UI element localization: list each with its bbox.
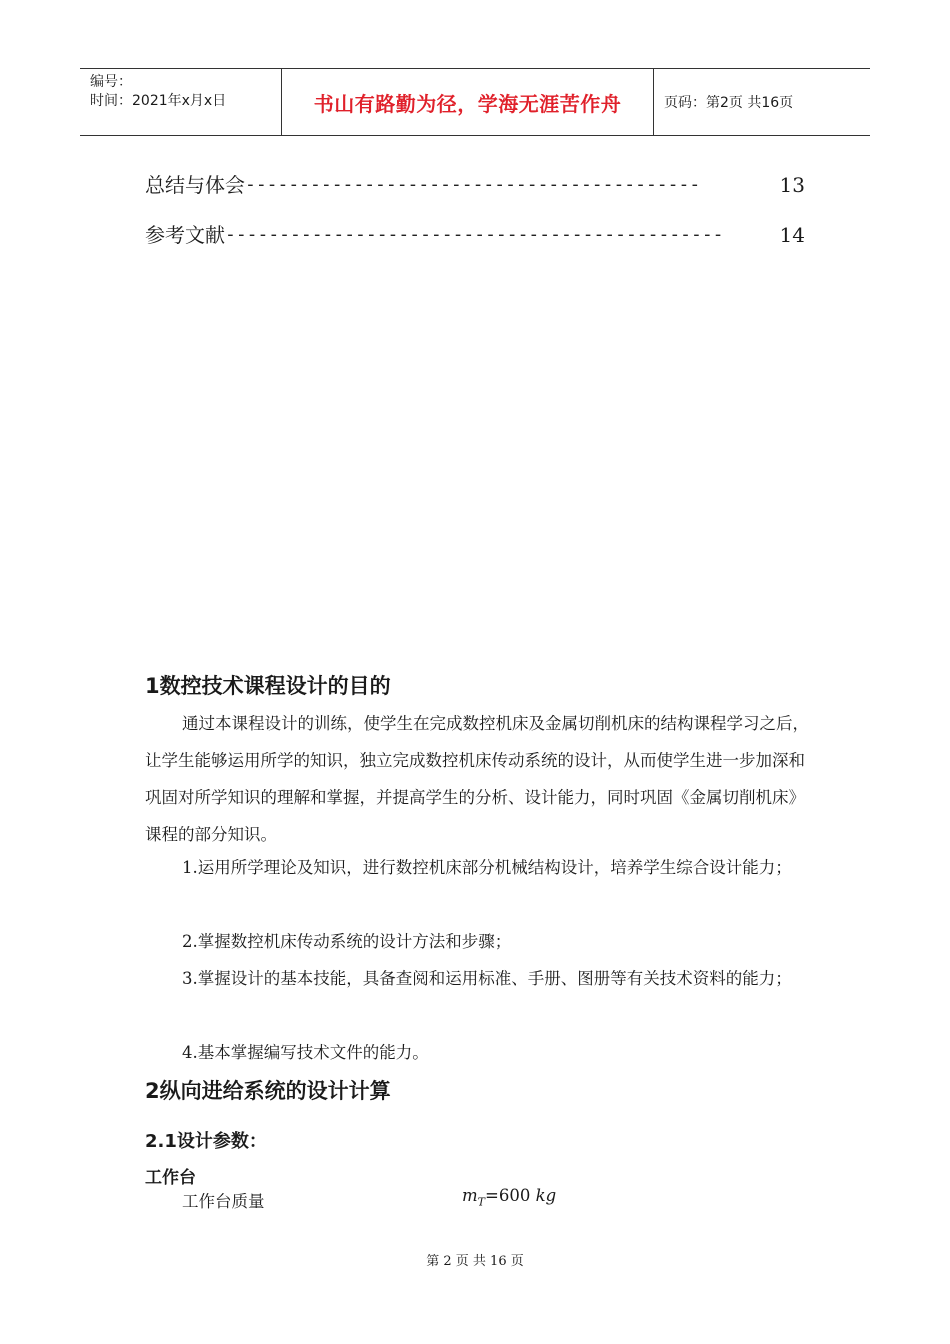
param-subscript: T [477,1195,485,1209]
page-header [80,68,870,136]
param-value [462,1186,556,1208]
subsection-title: 2.1设计参数： [145,1131,267,1152]
section1-title: 1数控技术课程设计的目的 [145,674,391,698]
toc-page-number: 13 [779,173,805,197]
toc-label: 参考文献 [145,223,225,247]
section1-intro: 通过本课程设计的训练，使学生在完成数控机床及金属切削机床的结构课程学习之后，让学生能够运用所学的知识，独立完成数控机床传动系统的设计，从而使学生进一步加深和巩固对所学知识的理解和掌握，并提高学生的分析、设计能力，同时巩固《金属切削机床》课程的部分知识。 [145,714,809,844]
param-number: =600 [485,1186,531,1205]
param-row [182,1188,662,1212]
toc-label: 总结与体会 [145,173,245,197]
list-item-1: 1.运用所学理论及知识，进行数控机床部分机械结构设计，培养学生综合设计能力； [182,858,792,877]
toc-leader: ---------------------------------------------- [225,224,724,245]
group-title: 工作台 [145,1168,196,1188]
page-footer: 第 2 页 共 16 页 [426,1254,524,1269]
param-label: 工作台质量 [182,1192,265,1211]
code-label: 编号： [90,74,132,90]
header-meta [80,69,282,135]
list-item-2: 2.掌握数控机床传动系统的设计方法和步骤； [182,932,512,951]
param-symbol: m [462,1186,478,1205]
time-label: 时间：2021年x月x日 [90,93,227,109]
header-page-info: 页码：第2页 共16页 [664,95,794,111]
header-motto: 书山有路勤为径，学海无涯苦作舟 [282,69,654,135]
section2-title: 2纵向进给系统的设计计算 [145,1079,391,1103]
list-item-4: 4.基本掌握编写技术文件的能力。 [182,1043,429,1062]
toc-leader: ------------------------------------------ [245,174,701,195]
toc-page-number: 14 [779,223,805,247]
list-item-3: 3.掌握设计的基本技能，具备查阅和运用标准、手册、图册等有关技术资料的能力； [182,969,792,988]
param-unit: kg [535,1186,557,1205]
toc-entry-references[interactable] [145,223,805,247]
toc-entry-summary[interactable] [145,173,805,197]
